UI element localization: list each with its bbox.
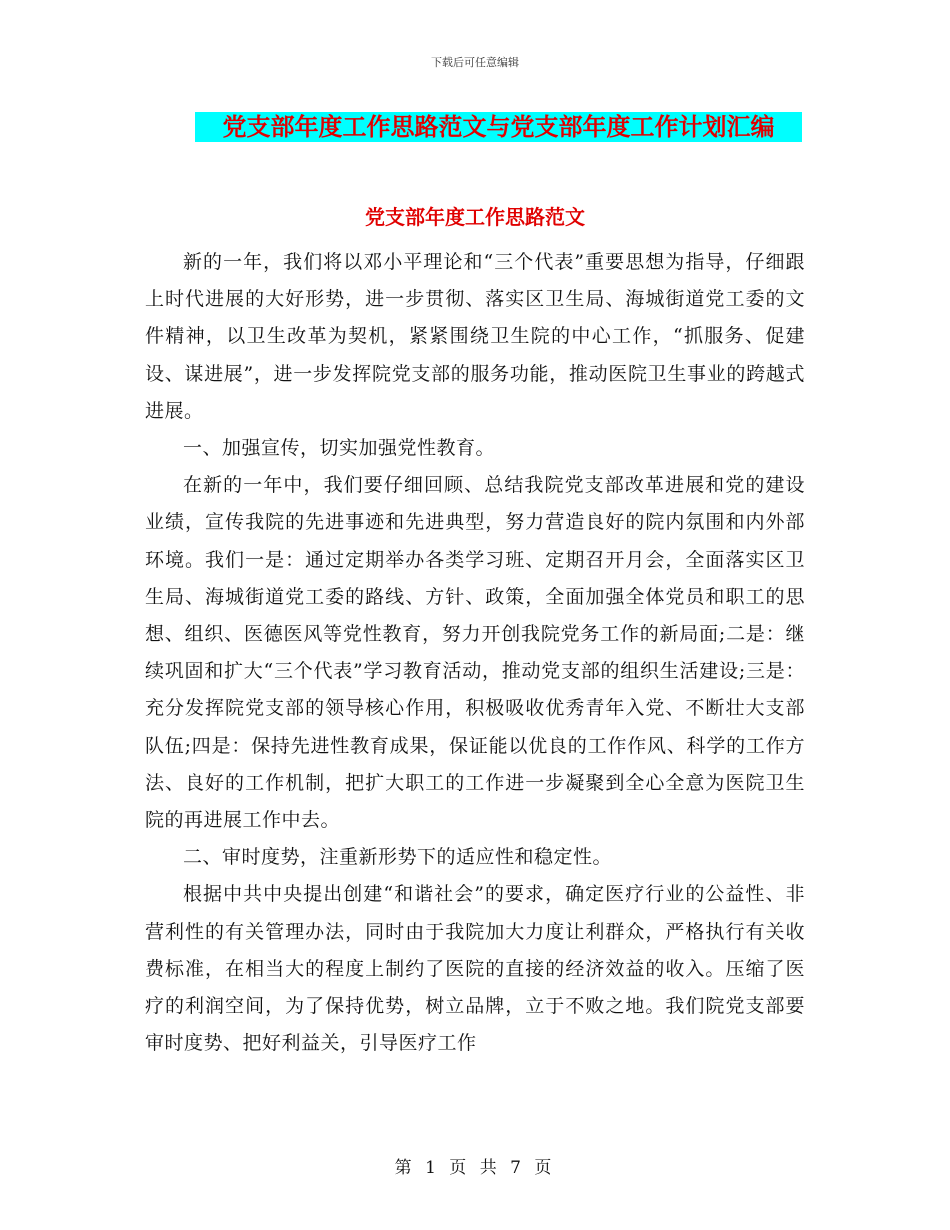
document-body [145,244,805,1062]
heading-item-2: 二、审时度势，注重新形势下的适应性和稳定性。 [183,846,613,869]
paragraph-intro: 新的一年，我们将以邓小平理论和“三个代表”重要思想为指导，仔细跟上时代进展的大好形势，进一步贯彻、落实区卫生局、海城街道党工委的文件精神，以卫生改革为契机，紧紧围绕卫生院的中心工作，“抓服务、促建设、谋进展”，进一步发挥院党支部的服务功能，推动医院卫生事业的跨越式进展。 [145,251,805,422]
header-note: 下载后可任意编辑 [431,56,519,69]
section-title: 党支部年度工作思路范文 [365,205,585,229]
page-number: 第 1 页 共 7 页 [394,1158,556,1178]
heading-item-1: 一、加强宣传，切实加强党性教育。 [183,437,496,460]
document-title: 党支部年度工作思路范文与党支部年度工作计划汇编 [195,112,802,142]
paragraph-item-2: 根据中共中央提出创建“和谐社会”的要求，确定医疗行业的公益性、非营利性的有关管理办法，同时由于我院加大力度让利群众，严格执行有关收费标准，在相当大的程度上制约了医院的直接的经济效益的收入。压缩了医疗的利润空间，为了保持优势，树立品牌，立于不败之地。我们院党支部要审时度势、把好利益关，引导医疗工作 [145,883,805,1055]
paragraph-item-1: 在新的一年中，我们要仔细回顾、总结我院党支部改革进展和党的建设业绩，宣传我院的先进事迹和先进典型，努力营造良好的院内氛围和内外部环境。我们一是：通过定期举办各类学习班、定期召开月会，全面落实区卫生局、海城街道党工委的路线、方针、政策，全面加强全体党员和职工的思想、组织、医德医风等党性教育，努力开创我院党务工作的新局面;二是：继续巩固和扩大“三个代表”学习教育活动，推动党支部的组织生活建设;三是：充分发挥院党支部的领导核心作用，积极吸收优秀青年入党、不断壮大支部队伍;四是：保持先进性教育成果，保证能以优良的工作作风、科学的工作方法、良好的工作机制，把扩大职工的工作进一步凝聚到全心全意为医院卫生院的再进展工作中去。 [145,474,805,832]
